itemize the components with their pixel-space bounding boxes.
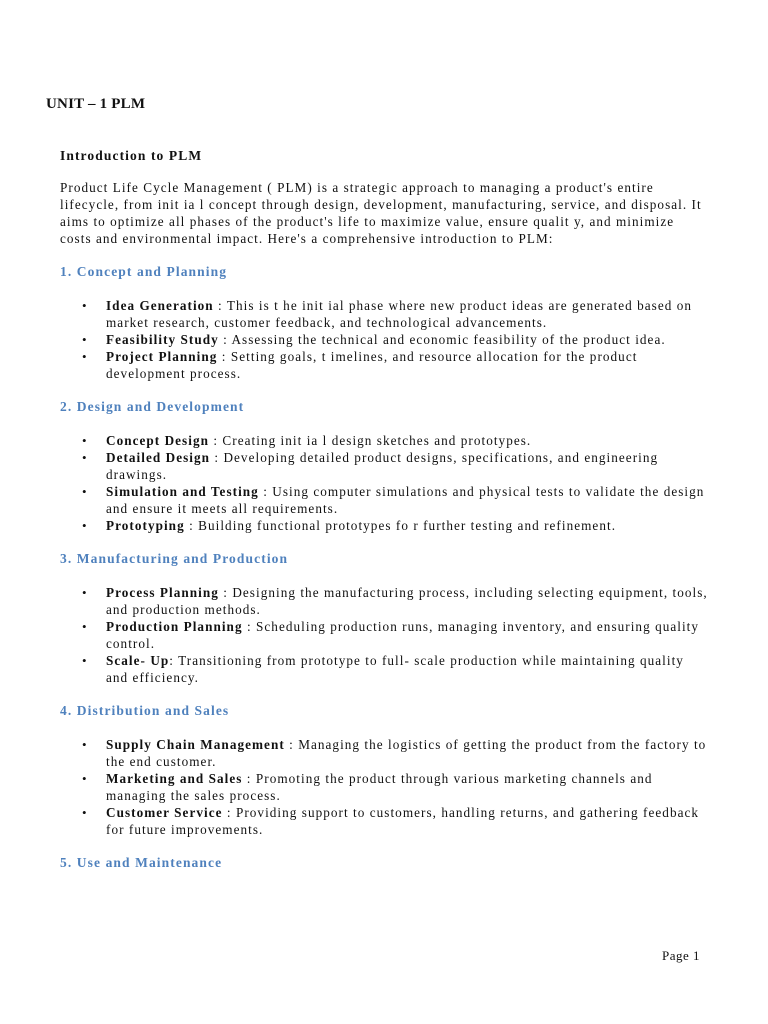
item-description: Setting goals, t imelines, and resource allocation for the product development process. <box>106 349 638 381</box>
item-separator: : <box>218 332 232 347</box>
item-term: Process Planning <box>106 585 219 600</box>
bullet-icon: • <box>82 805 88 820</box>
section-heading: 2. Design and Development <box>60 399 245 414</box>
item-separator: : <box>213 298 227 313</box>
bullet-icon: • <box>82 653 88 668</box>
item-description: Providing support to customers, handling returns, and gathering feedback for future improvements. <box>106 805 700 837</box>
bullet-icon: • <box>82 585 88 600</box>
section-heading: 5. Use and Maintenance <box>60 855 223 870</box>
item-term: Production Planning <box>106 619 243 634</box>
list-item <box>60 652 710 686</box>
item-term: Concept Design <box>106 433 209 448</box>
bullet-icon: • <box>82 771 88 786</box>
item-separator: : <box>218 585 233 600</box>
unit-title: UNIT – 1 PLM <box>46 96 146 112</box>
item-separator: : <box>210 450 224 465</box>
bullet-icon: • <box>82 332 88 347</box>
bullet-icon: • <box>82 737 88 752</box>
item-term: Supply Chain Management <box>106 737 285 752</box>
list-item <box>60 297 710 331</box>
item-term: Simulation and Testing <box>106 484 259 499</box>
item-term: Project Planning <box>106 349 218 364</box>
item-term: Scale- Up <box>106 653 170 668</box>
bullet-list <box>60 432 710 534</box>
item-description: Promoting the product through various marketing channels and managing the sales process. <box>106 771 653 803</box>
item-separator: : <box>184 518 199 533</box>
item-description: Assessing the technical and economic feasibility of the product idea. <box>231 332 666 347</box>
list-item <box>60 483 710 517</box>
item-description: Transitioning from prototype to full- scale production while maintaining quality and efficiency. <box>106 653 684 685</box>
bullet-icon: • <box>82 349 88 364</box>
item-description: Creating init ia l design sketches and prototypes. <box>222 433 532 448</box>
list-item <box>60 618 710 652</box>
bullet-list <box>60 297 710 382</box>
section-heading: 1. Concept and Planning <box>60 264 228 279</box>
intro-heading: Introduction to PLM <box>60 148 203 163</box>
item-term: Detailed Design <box>106 450 211 465</box>
list-item <box>60 770 710 804</box>
section-heading: 3. Manufacturing and Production <box>60 551 289 566</box>
item-description: Developing detailed product designs, specifications, and engineering drawings. <box>106 450 659 482</box>
item-separator: : <box>169 653 179 668</box>
item-separator: : <box>208 433 223 448</box>
list-item <box>60 804 710 838</box>
document-body <box>60 147 710 888</box>
list-item <box>60 432 710 449</box>
bullet-list <box>60 736 710 838</box>
list-item <box>60 348 710 382</box>
bullet-icon: • <box>82 619 88 634</box>
bullet-icon: • <box>82 450 88 465</box>
item-separator: : <box>217 349 231 364</box>
item-separator: : <box>242 619 257 634</box>
list-item <box>60 736 710 770</box>
intro-paragraph: Product Life Cycle Management ( PLM) is a strategic approach to managing a product's entire lifecycle, from init ia l concept through design, development, manufacturing, service, and disposal. It aims to optimize all phases of the product's life to maximize value, ensure qualit y, and minimize costs and environmental impact. Here's a comprehensive introduction to PLM: <box>60 180 702 246</box>
list-item <box>60 331 710 348</box>
item-term: Feasibility Study <box>106 332 219 347</box>
bullet-icon: • <box>82 433 88 448</box>
item-separator: : <box>284 737 299 752</box>
item-description: Building functional prototypes fo r further testing and refinement. <box>198 518 617 533</box>
item-description: Using computer simulations and physical tests to validate the design and ensure it meets all requirements. <box>106 484 705 516</box>
bullet-icon: • <box>82 484 88 499</box>
list-item <box>60 517 710 534</box>
page-number: Page 1 <box>662 948 701 963</box>
item-description: Scheduling production runs, managing inventory, and ensuring quality control. <box>106 619 700 651</box>
section-heading: 4. Distribution and Sales <box>60 703 230 718</box>
bullet-icon: • <box>82 298 88 313</box>
item-term: Prototyping <box>106 518 185 533</box>
item-description: This is t he init ial phase where new product ideas are generated based on market research, customer feedback, and technological advancements. <box>106 298 693 330</box>
item-term: Marketing and Sales <box>106 771 243 786</box>
list-item <box>60 584 710 618</box>
item-separator: : <box>222 805 236 820</box>
item-separator: : <box>258 484 273 499</box>
item-description: Managing the logistics of getting the product from the factory to the end customer. <box>106 737 707 769</box>
bullet-icon: • <box>82 518 88 533</box>
item-separator: : <box>242 771 256 786</box>
item-term: Customer Service <box>106 805 223 820</box>
bullet-list <box>60 584 710 686</box>
sections-container <box>60 263 710 871</box>
list-item <box>60 449 710 483</box>
item-term: Idea Generation <box>106 298 214 313</box>
item-description: Designing the manufacturing process, including selecting equipment, tools, and production methods. <box>106 585 708 617</box>
